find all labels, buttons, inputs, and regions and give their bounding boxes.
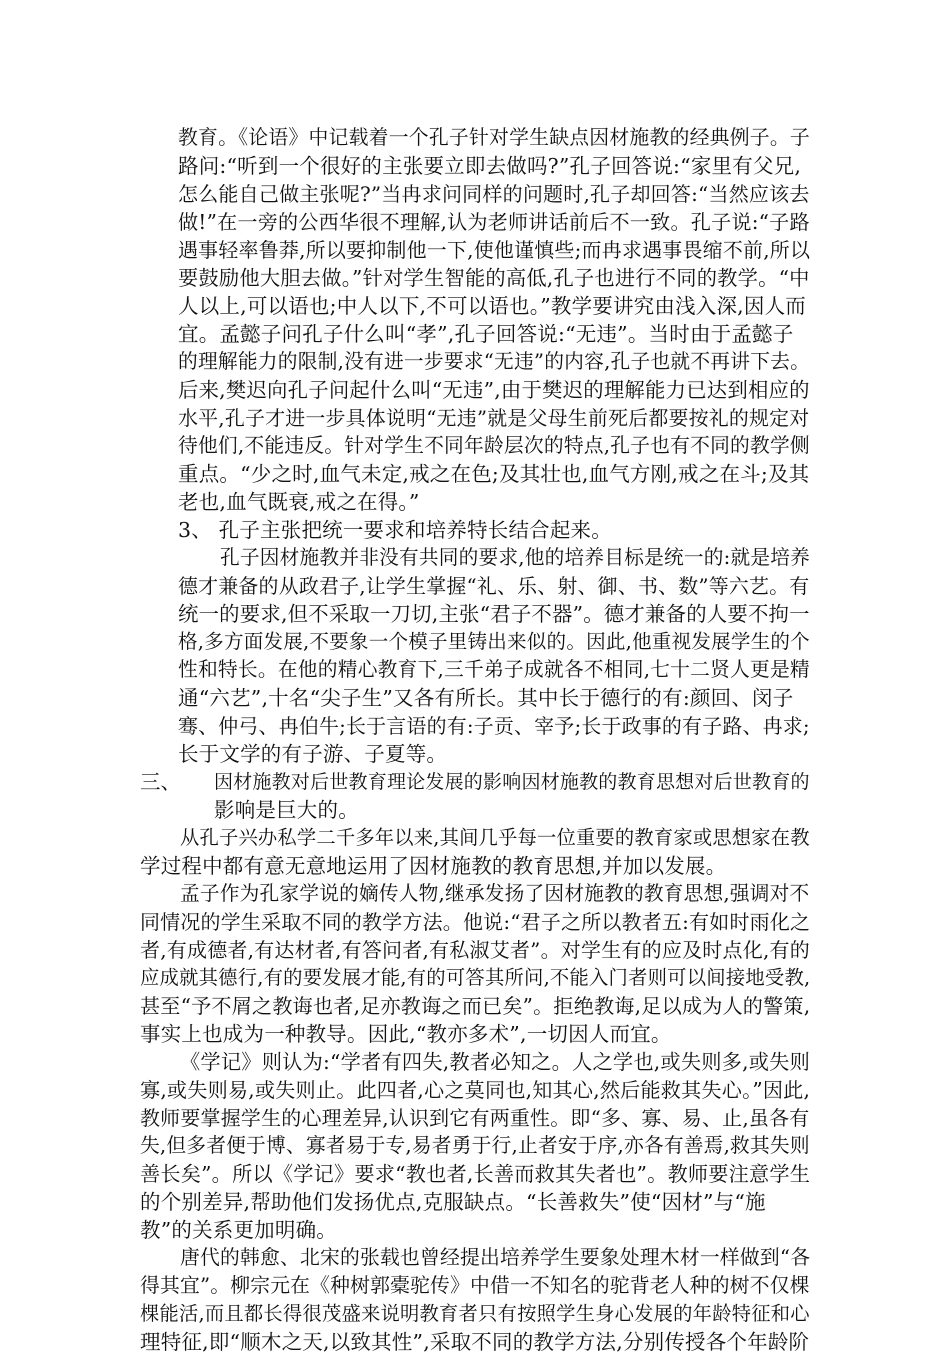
text-line: 怎么能自己做主张呢?”当冉求问同样的问题时,孔子却回答:“当然应该去 [178,182,810,206]
text-line: 重点。“少之时,血气未定,戒之在色;及其壮也,血气方刚,戒之在斗;及其 [178,462,810,486]
text-line: 得其宜”。柳宗元在《种树郭橐驼传》中借一不知名的驼背老人种的树不仅棵 [140,1274,810,1297]
text-line: 格,多方面发展,不要象一个模子里铸出来似的。因此,他重视发展学生的个 [178,630,810,653]
text-line: 水平,孔子才进一步具体说明“无违”就是父母生前死后都要按礼的规定对 [178,406,810,430]
text-line: 从孔子兴办私学二千多年以来,其间几乎每一位重要的教育家或思想家在教 [180,826,810,849]
text-line: 路问:“听到一个很好的主张要立即去做吗?”孔子回答说:“家里有父兄, [178,154,802,178]
section-number: 三、 [140,770,181,794]
text-line: 遇事轻率鲁莽,所以要抑制他一下,使他谨慎些;而冉求遇事畏缩不前,所以 [178,238,811,262]
text-line: 者,有成德者,有达材者,有答问者,有私淑艾者”。对学生有的应及时点化,有的 [140,938,810,962]
text-line: 孟子作为孔家学说的嫡传人物,继承发扬了因材施教的教育思想,强调对不 [180,882,810,905]
text-line: 的理解能力的限制,没有进一步要求“无违”的内容,孔子也就不再讲下去。 [178,350,811,373]
section-heading: 因材施教对后世教育理论发展的影响因材施教的教育思想对后世教育的 [214,771,810,793]
text-line: 同情况的学生采取不同的教学方法。他说:“君子之所以教者五:有如时雨化之 [140,910,811,934]
text-line: 教师要掌握学生的心理差异,认识到它有两重性。即“多、寡、易、止,虽各有 [140,1106,810,1130]
text-line: 待他们,不能违反。针对学生不同年龄层次的特点,孔子也有不同的教学侧 [178,434,810,457]
text-line: 甚至“予不屑之教诲也者,足亦教诲之而已矣”。拒绝教诲,足以成为人的警策, [140,994,811,1018]
text-line: 宜。孟懿子问孔子什么叫“孝”,孔子回答说:“无违”。当时由于孟懿子 [178,322,794,346]
text-line: 人以上,可以语也;中人以下,不可以语也。”教学要讲究由浅入深,因人而 [178,294,806,318]
text-line: 失,但多者便于博、寡者易于专,易者勇于行,止者安于序,亦各有善焉,救其失则 [140,1134,810,1157]
text-line: 骞、仲弓、冉伯牛;长于言语的有:子贡、宰予;长于政事的有子路、冉求; [178,714,810,738]
text-line: 的个别差异,帮助他们发扬优点,克服缺点。“长善救失”使“因材”与“施 [140,1190,766,1214]
text-line: 《学记》则认为:“学者有四失,教者必知之。人之学也,或失则多,或失则 [180,1050,811,1074]
text-line: 孔子因材施教并非没有共同的要求,他的培养目标是统一的:就是培养 [220,546,811,569]
text-line: 理特征,即“顺木之天,以致其性”,采取不同的教学方法,分别传授各个年龄阶 [140,1330,810,1354]
text-line: 唐代的韩愈、北宋的张载也曾经提出培养学生要象处理木材一样做到“各 [180,1246,811,1269]
text-line: 统一的要求,但不采取一刀切,主张“君子不器”。德才兼备的人要不拘一 [178,602,810,626]
text-line: 德才兼备的从政君子,让学生掌握“礼、乐、射、御、书、数”等六艺。有 [178,574,810,598]
text-line: 寡,或失则易,或失则止。此四者,心之莫同也,知其心,然后能救其失心。”因此, [140,1078,811,1102]
section-heading: 影响是巨大的。 [214,798,359,822]
subheading: 3、 孔子主张把统一要求和培养特长结合起来。 [178,518,612,542]
text-line: 要鼓励他大胆去做。”针对学生智能的高低,孔子也进行不同的教学。“中 [178,266,810,290]
text-line: 事实上也成为一种教导。因此,“教亦多术”,一切因人而宜。 [140,1022,672,1046]
text-line: 学过程中都有意无意地运用了因材施教的教育思想,并加以发展。 [140,854,727,878]
text-line: 通“六艺”,十名“尖子生”又各有所长。其中长于德行的有:颜回、闵子 [178,686,794,710]
text-line: 后来,樊迟向孔子问起什么叫“无违”,由于樊迟的理解能力已达到相应的 [178,378,810,402]
text-line: 教”的关系更加明确。 [140,1218,337,1242]
text-line: 应成就其德行,有的要发展才能,有的可答其所问,不能入门者则可以间接地受教, [140,966,811,989]
text-line: 长于文学的有子游、子夏等。 [178,742,448,766]
text-line: 性和特长。在他的精心教育下,三千弟子成就各不相同,七十二贤人更是精 [178,658,810,681]
text-line: 教育。《论语》中记载着一个孔子针对学生缺点因材施教的经典例子。子 [178,126,810,149]
text-line: 做!”在一旁的公西华很不理解,认为老师讲话前后不一致。孔子说:“子路 [178,210,810,234]
text-line: 棵能活,而且都长得很茂盛来说明教育者只有按照学生身心发展的年龄特征和心 [140,1302,810,1325]
text-line: 老也,血气既衰,戒之在得。” [178,490,420,514]
text-line: 善长矣”。所以《学记》要求“教也者,长善而救其失者也”。教师要注意学生 [140,1162,811,1186]
